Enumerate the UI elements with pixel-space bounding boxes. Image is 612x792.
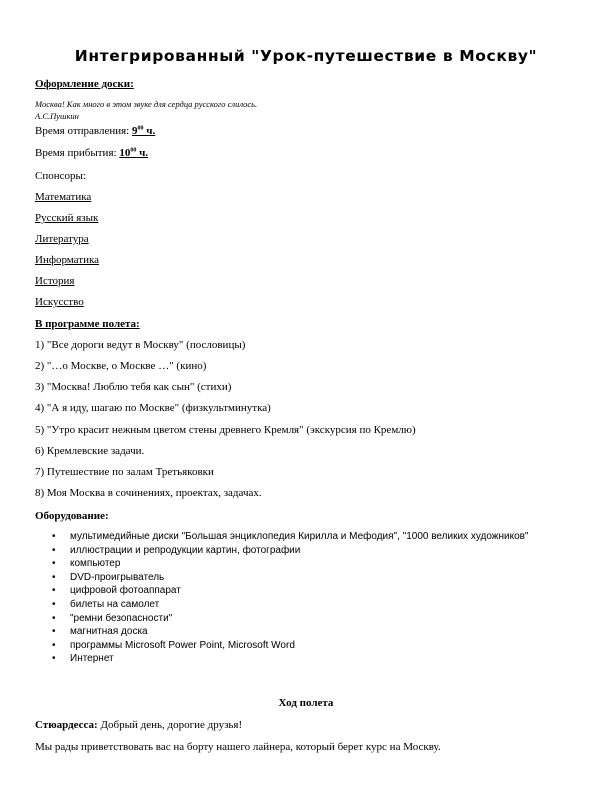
- arrival-time: [35, 147, 148, 159]
- bullet-icon: •: [52, 598, 56, 610]
- sponsors-heading: Спонсоры:: [35, 170, 86, 182]
- list-item: • билеты на самолет: [52, 598, 160, 610]
- program-item-5: 5) "Утро красит нежным цветом стены древнего Кремля" (экскурсия по Кремлю): [35, 424, 416, 436]
- list-item: • Интернет: [52, 653, 114, 665]
- list-item: • программы Microsoft Power Point, Microsoft Word: [52, 639, 295, 651]
- list-item: • магнитная доска: [52, 626, 148, 638]
- list-item: • "ремни безопасности": [52, 612, 173, 624]
- program-item-2: 2) "…о Москве, о Москве …" (кино): [35, 360, 207, 372]
- sponsor-math[interactable]: Математика: [35, 191, 92, 203]
- program-item-6: 6) Кремлевские задачи.: [35, 445, 145, 457]
- program-item-4: 4) "А я иду, шагаю по Москве" (физкультминутка): [35, 402, 271, 414]
- list-item: • DVD-проигрыватель: [52, 571, 165, 583]
- arrival-label: Время прибытия:: [35, 147, 120, 159]
- bullet-icon: •: [52, 639, 56, 651]
- sponsor-literature[interactable]: Литература: [35, 233, 89, 245]
- pushkin-quote: Москва! Как много в этом звуке для сердца русского слилось.: [35, 99, 258, 109]
- equipment-list: [52, 530, 540, 666]
- greeting-text: Добрый день, дорогие друзья!: [97, 719, 243, 731]
- document-title: Интегрированный "Урок-путешествие в Москву": [74, 47, 538, 65]
- list-item: • мультимедийные диски "Большая энциклопедия Кирилла и Мефодия", "1000 великих художников": [52, 531, 529, 542]
- departure-value: $9^{00}$ ч.: [131, 125, 156, 137]
- sponsor-russian[interactable]: Русский язык: [35, 212, 99, 224]
- equipment-heading: Оборудование:: [35, 510, 109, 522]
- bullet-icon: •: [52, 531, 56, 542]
- quote-author: А.С.Пушкин: [35, 111, 79, 121]
- bullet-icon: •: [52, 653, 56, 665]
- arrival-value: $10^{00}$ ч.: [119, 147, 149, 159]
- departure-label: Время отправления:: [35, 125, 132, 137]
- program-heading: В программе полета:: [35, 318, 140, 330]
- bullet-icon: •: [52, 626, 56, 638]
- program-item-7: 7) Путешествие по залам Третьяковки: [35, 466, 214, 478]
- bullet-icon: •: [52, 558, 56, 570]
- bullet-icon: •: [52, 571, 56, 583]
- bullet-icon: •: [52, 612, 56, 624]
- list-item: • цифровой фотоаппарат: [52, 585, 181, 597]
- program-item-8: 8) Моя Москва в сочинениях, проектах, задачах.: [35, 487, 262, 499]
- program-item-3: 3) "Москва! Люблю тебя как сын" (стихи): [35, 381, 232, 393]
- program-item-1: 1) "Все дороги ведут в Москву" (пословицы): [35, 339, 246, 351]
- welcome-text: Мы рады приветствовать вас на борту нашего лайнера, который берет курс на Москву.: [35, 741, 441, 753]
- sponsor-art[interactable]: Искусство: [35, 296, 84, 308]
- sponsor-informatics[interactable]: Информатика: [35, 254, 100, 266]
- departure-time: [35, 125, 155, 137]
- stewardess-greeting: [35, 719, 242, 731]
- flight-heading: Ход полета: [278, 697, 334, 709]
- speaker-label: Стюардесса:: [35, 719, 98, 731]
- bullet-icon: •: [52, 544, 56, 556]
- list-item: • иллюстрации и репродукции картин, фотографии: [52, 544, 301, 556]
- sponsor-history[interactable]: История: [35, 275, 75, 287]
- board-heading: Оформление доски:: [35, 78, 134, 90]
- list-item: • компьютер: [52, 558, 121, 570]
- bullet-icon: •: [52, 585, 56, 597]
